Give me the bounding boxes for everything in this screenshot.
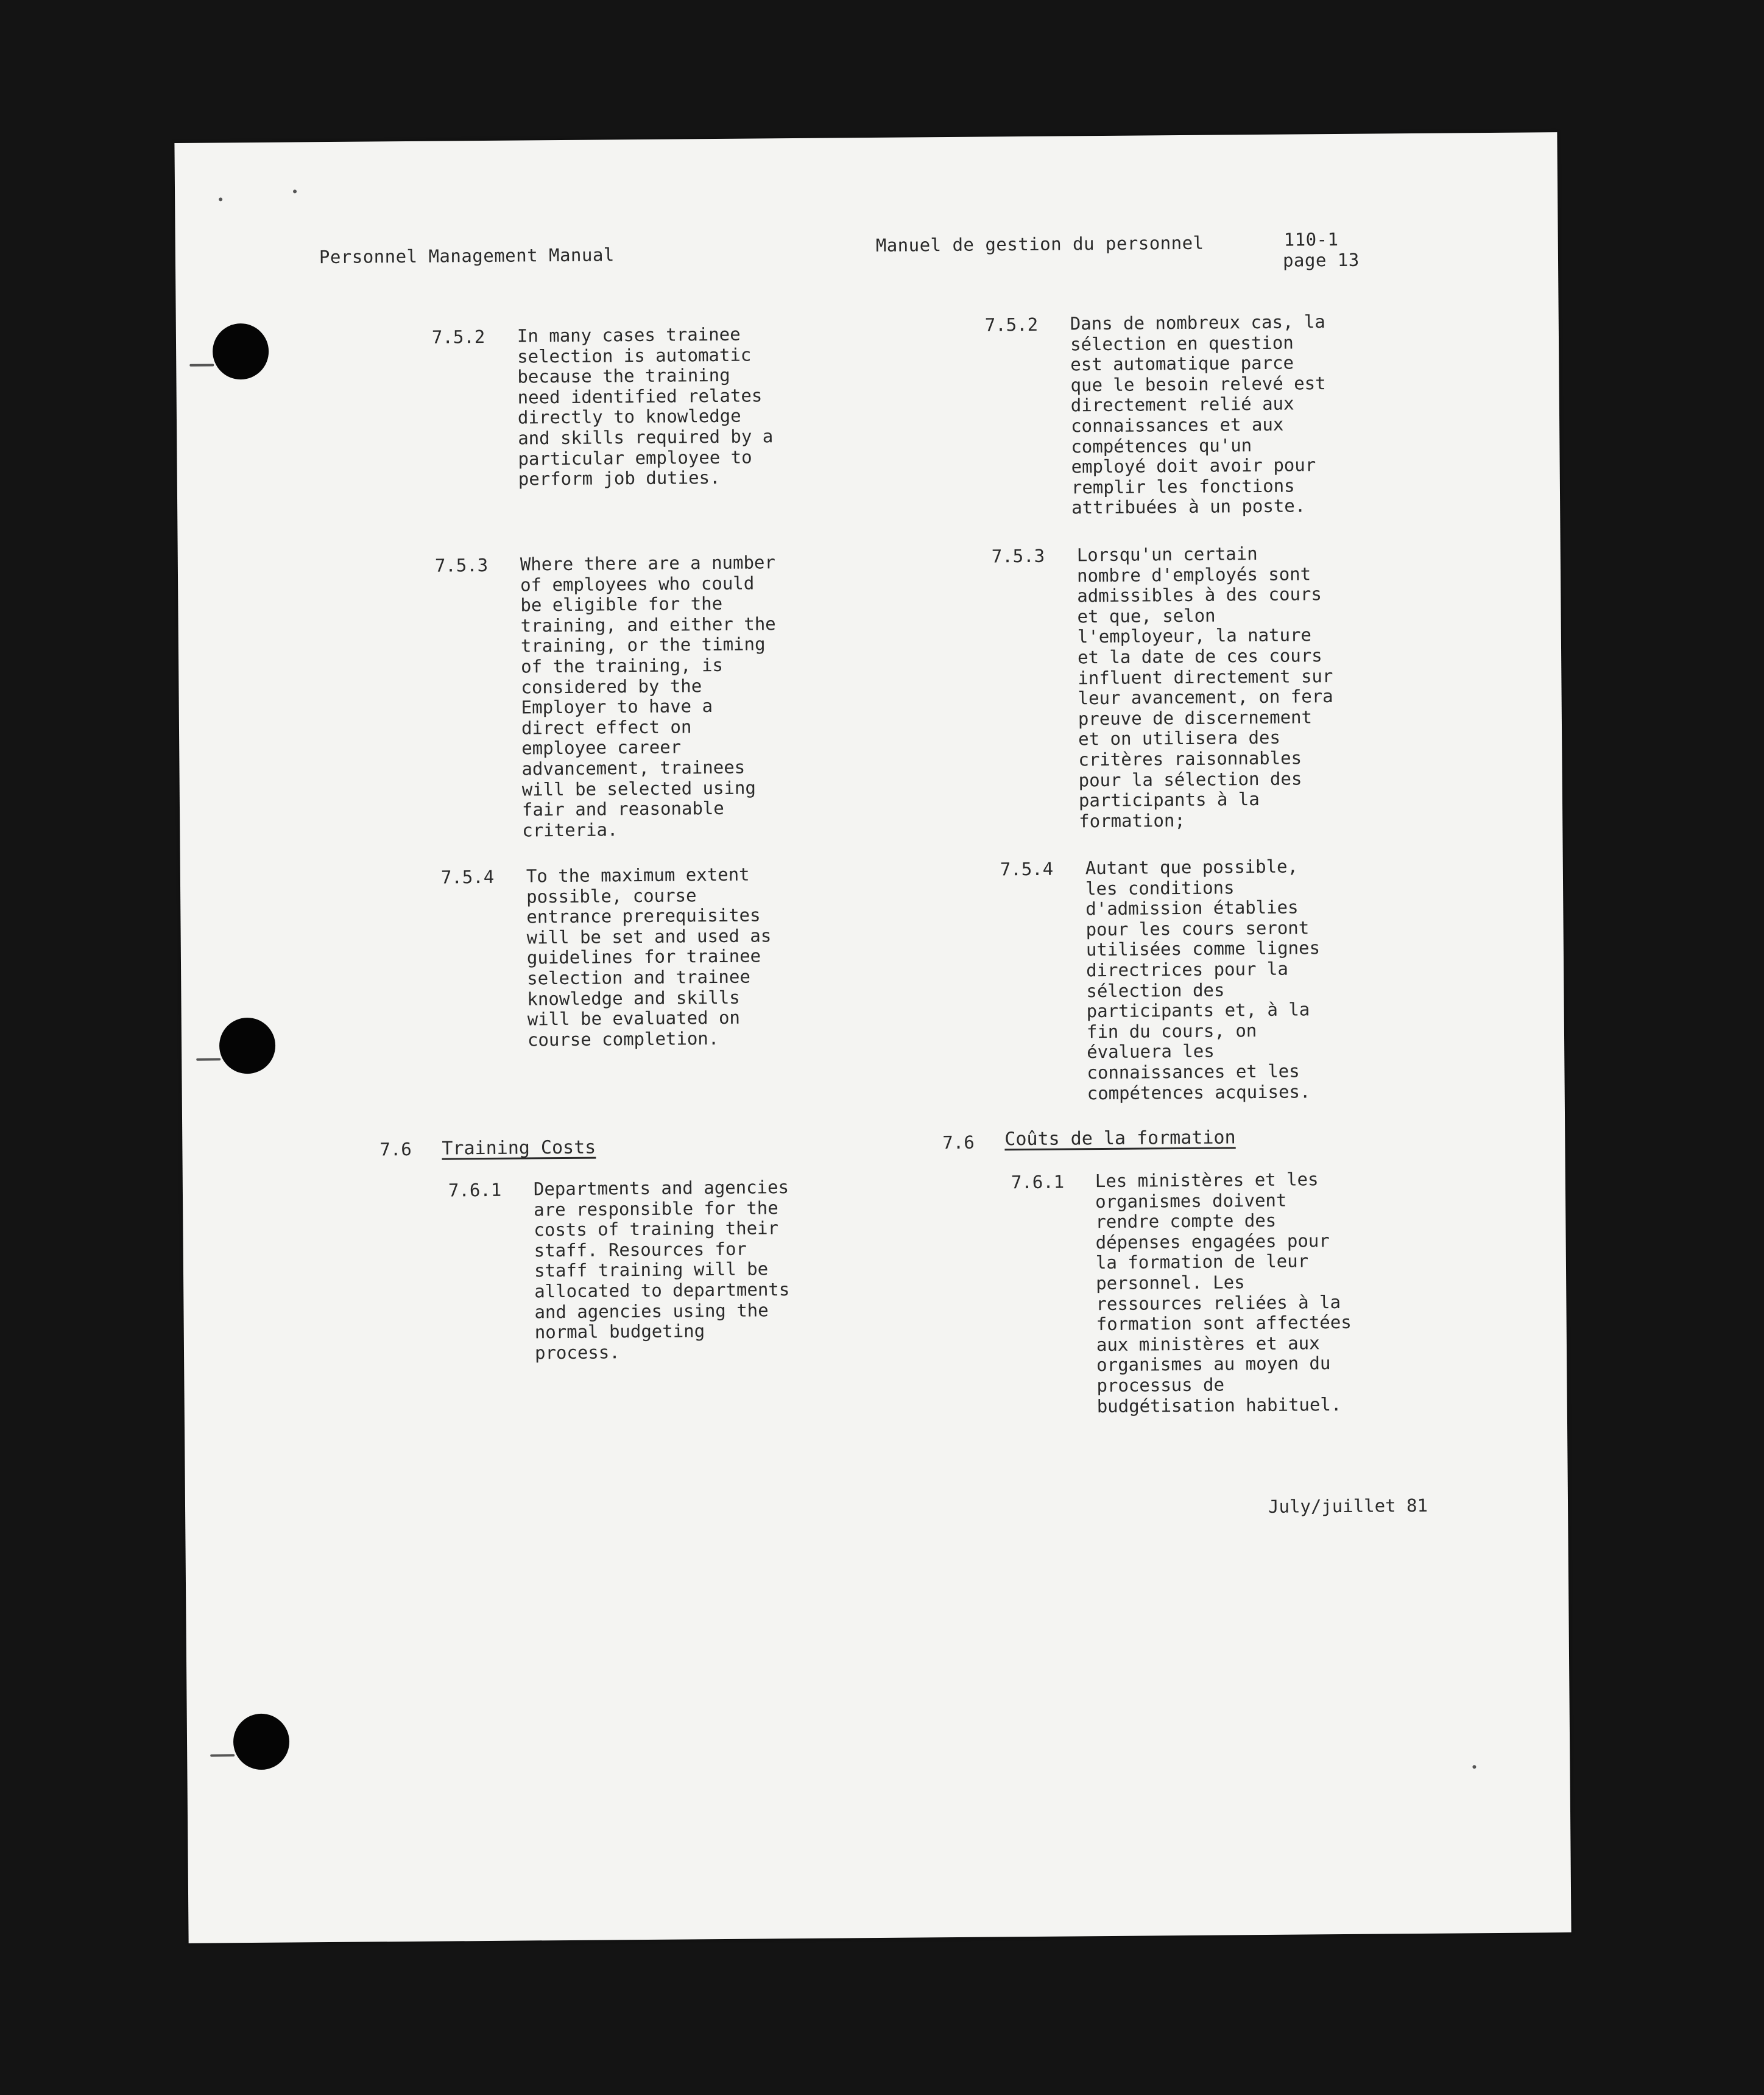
header-page-label: page 13 xyxy=(1282,249,1360,271)
punch-hole-middle xyxy=(219,1018,276,1074)
punch-hole-top xyxy=(213,323,269,380)
fr-7-6-1-text: Les ministères et les organismes doivent rendre compte des dépenses engagées pour la formation de leur personnel. Les ressources reliées à la formation sont affectées aux ministères et aux organismes au moyen du processus de budgétisation habituel. xyxy=(1095,1169,1352,1417)
fr-7-6-heading: Coûts de la formation xyxy=(1004,1127,1236,1150)
fr-7-6-1-number: 7.6.1 xyxy=(1011,1171,1065,1193)
en-7-5-3-number: 7.5.3 xyxy=(434,554,489,576)
en-7-5-2-text: In many cases trainee selection is automatic because the training need identified relates directly to knowledge and skills required by a particular employee to perform job duties. xyxy=(517,323,774,490)
fr-7-5-4-number: 7.5.4 xyxy=(1000,858,1054,880)
fr-7-5-3-text: Lorsqu'un certain nombre d'employés sont admissibles à des cours et que, selon l'employeur, la nature et la date de ces cours influent directement sur leur avancement, on fera preuve de discernement et on utilisera des critères raisonnables pour la sélection des participants à la formation; xyxy=(1076,543,1333,832)
en-7-5-3-text: Where there are a number of employees who could be eligible for the training, and either the training, or the timing of the training, is considered by the Employer to have a direct effect on employee career advancement, trainees will be selected using fair and reasonable criteria. xyxy=(520,552,776,841)
speck xyxy=(1472,1765,1476,1769)
fr-7-5-3-number: 7.5.3 xyxy=(991,545,1045,567)
punch-hole-mark xyxy=(189,364,214,366)
fr-7-5-2-number: 7.5.2 xyxy=(984,314,1039,336)
en-7-5-4-number: 7.5.4 xyxy=(440,866,495,888)
punch-hole-mark xyxy=(196,1058,220,1060)
punch-hole-bottom xyxy=(233,1714,290,1770)
en-7-6-1-text: Departments and agencies are responsible for the costs of training their staff. Resources for staff training will be allocated to departments and agencies using the normal budgeting process. xyxy=(533,1177,790,1364)
speck xyxy=(219,197,222,201)
header-right-title: Manuel de gestion du personnel xyxy=(875,232,1204,256)
fr-7-6-number: 7.6 xyxy=(942,1132,975,1153)
speck xyxy=(293,189,297,193)
document-page xyxy=(174,132,1571,1943)
en-7-6-heading: Training Costs xyxy=(442,1136,596,1160)
en-7-6-number: 7.6 xyxy=(379,1138,412,1160)
en-7-6-1-number: 7.6.1 xyxy=(448,1179,502,1201)
fr-7-5-2-text: Dans de nombreux cas, la sélection en question est automatique parce que le besoin relevé est directement relié aux connaissances et aux compétences qu'un employé doit avoir pour remplir les fonctions attribuées à un poste. xyxy=(1070,311,1326,518)
footer-date: July/juillet 81 xyxy=(1268,1495,1428,1517)
header-doc-number: 110-1 xyxy=(1283,228,1339,250)
en-7-5-2-number: 7.5.2 xyxy=(431,326,485,348)
en-7-5-4-text: To the maximum extent possible, course entrance prerequisites will be set and used as guidelines for trainee selection and trainee knowledge and skills will be evaluated on course completion. xyxy=(526,864,772,1051)
header-left-title: Personnel Management Manual xyxy=(319,244,615,268)
punch-hole-mark xyxy=(210,1754,235,1756)
fr-7-5-4-text: Autant que possible, les conditions d'admission établies pour les cours seront utilisées comme lignes directrices pour la sélection des participants et, à la fin du cours, on évaluera les connaissances et les compétences acquises. xyxy=(1085,856,1321,1104)
